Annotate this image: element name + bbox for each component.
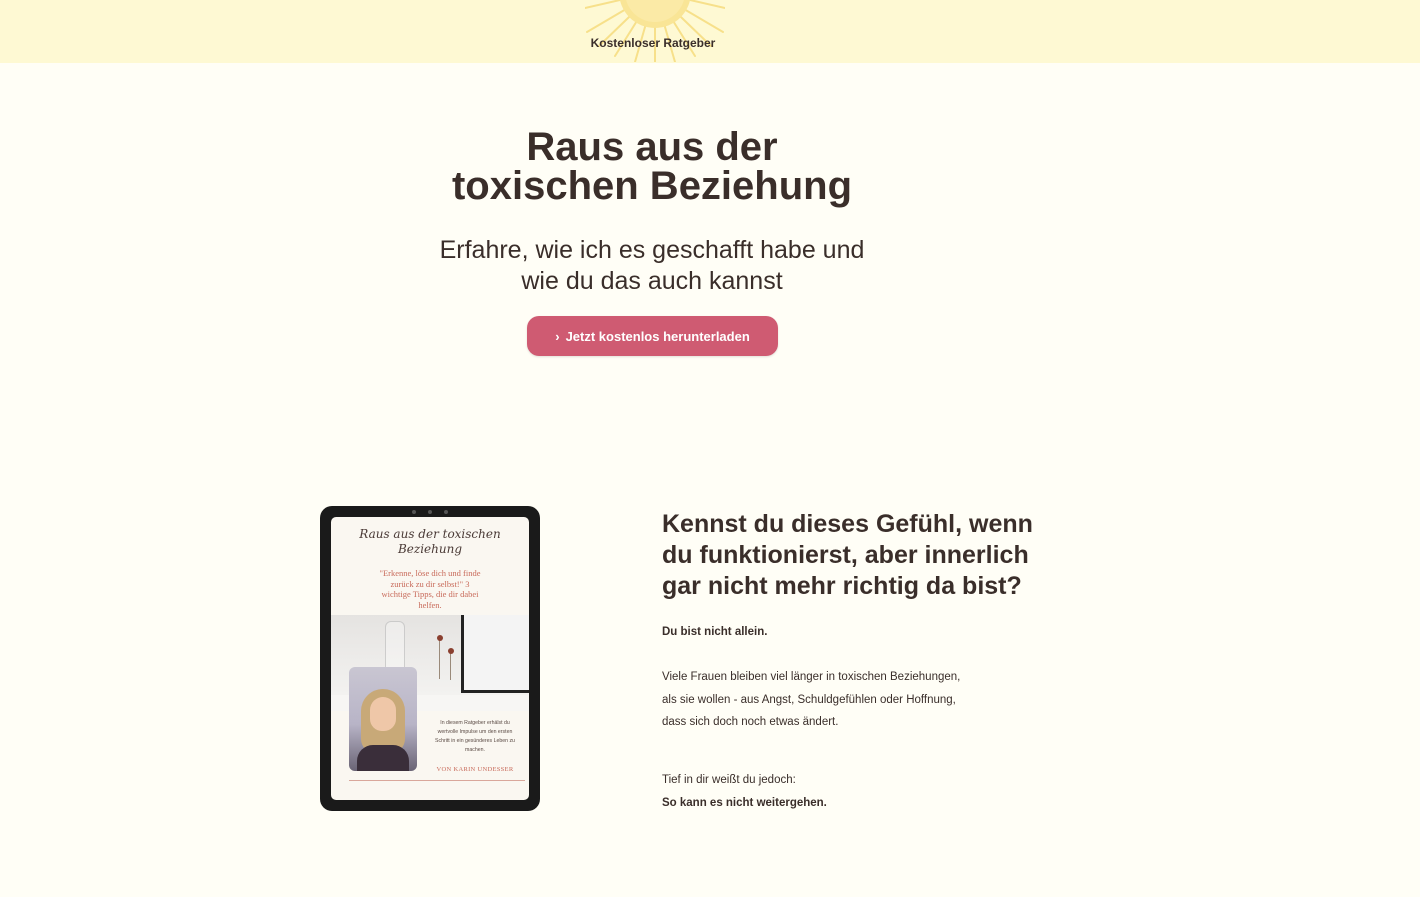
ebook-script-title [331, 527, 529, 557]
top-banner [0, 0, 1420, 63]
portrait-face [370, 697, 396, 731]
ebook-divider [349, 780, 525, 781]
camera-dots [412, 510, 448, 514]
hero-subtitle-line-2: wie du das auch kannst [521, 267, 783, 295]
hero-title [352, 125, 952, 208]
sun-icon [585, 0, 725, 62]
ebook-cover [331, 517, 529, 800]
ebook-description [423, 719, 527, 755]
hero-title-line-2: toxischen Beziehung [451, 164, 853, 208]
topbar-label: Kostenloser Ratgeber [590, 36, 716, 50]
author-portrait [349, 667, 417, 771]
hero-subtitle [352, 235, 952, 297]
section-title [662, 509, 1092, 602]
ebook-description-line-3: Schritt in ein gesünderes Leben zu [435, 738, 515, 744]
inner-knowing-text: Tief in dir weißt du jedoch: [662, 774, 796, 786]
download-button-label: Jetzt kostenlos herunterladen [565, 328, 750, 344]
flower-stem [450, 652, 451, 680]
ebook-description-line-1: In diesem Ratgeber erhälst du [440, 720, 510, 726]
chevron-right-icon: › [555, 328, 560, 344]
portrait-body [357, 745, 409, 771]
body-paragraph [662, 666, 1062, 734]
window-shape [461, 615, 529, 693]
hero-title-line-1: Raus aus der [526, 125, 778, 169]
ebook-description-line-4: machen. [465, 747, 485, 753]
section-title-line-3: gar nicht mehr richtig da bist? [662, 572, 1022, 600]
ebook-script-title-line-2: Beziehung [397, 542, 463, 556]
ebook-quote-line-3: wichtige Tipps, die dir dabei [381, 589, 479, 599]
flower-head [448, 648, 454, 654]
flower-head [437, 635, 443, 641]
ebook-quote-line-4: helfen. [418, 599, 442, 610]
not-alone-text: Du bist nicht allein. [662, 626, 768, 638]
body-paragraph-line-3: dass sich doch noch etwas ändert. [662, 716, 839, 728]
ebook-quote [345, 568, 515, 610]
section-title-line-2: du funktionierst, aber innerlich [662, 541, 1029, 569]
cannot-continue-text: So kann es nicht weitergehen. [662, 797, 827, 809]
download-button[interactable] [527, 316, 778, 356]
flower-stem [439, 639, 440, 679]
ebook-quote-line-1: "Erkenne, löse dich und finde [379, 568, 481, 578]
hero-subtitle-line-1: Erfahre, wie ich es geschafft habe und [439, 236, 865, 264]
section-title-line-1: Kennst du dieses Gefühl, wenn [662, 510, 1033, 538]
ebook-tablet-mockup [320, 506, 540, 811]
ebook-author: VON KARIN UNDESSER [436, 766, 514, 773]
body-paragraph-line-2: als sie wollen - aus Angst, Schuldgefühlen oder Hoffnung, [662, 693, 956, 706]
body-paragraph-line-1: Viele Frauen bleiben viel länger in toxischen Beziehungen, [662, 671, 961, 683]
ebook-description-line-2: wertvolle Impulse um den ersten [437, 729, 513, 735]
ebook-quote-line-2: zurück zu dir selbst!" 3 [390, 578, 470, 589]
ebook-script-title-line-1: Raus aus der toxischen [359, 527, 501, 541]
